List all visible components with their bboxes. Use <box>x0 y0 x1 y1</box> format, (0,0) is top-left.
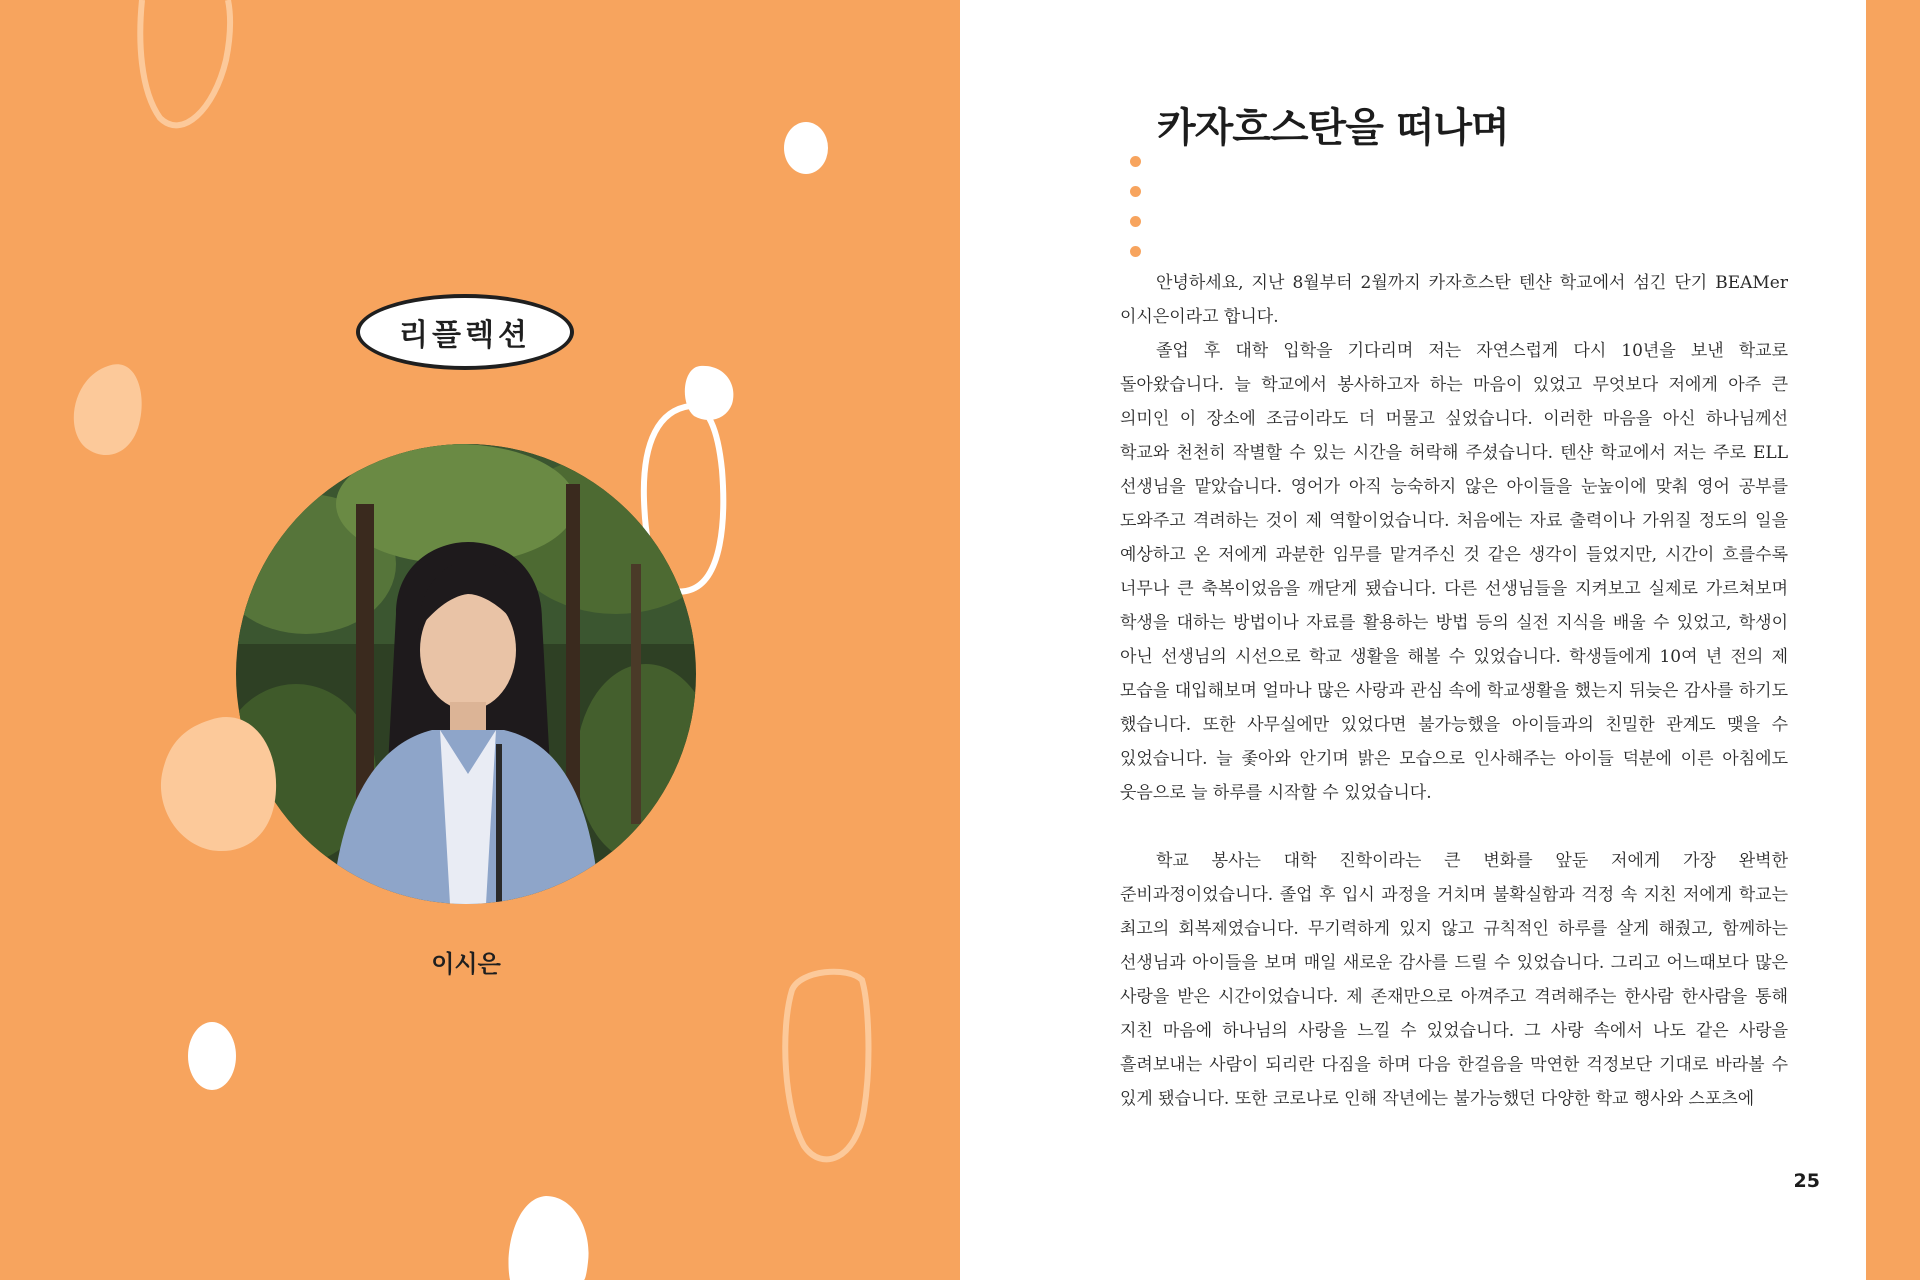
profile-photo <box>236 444 696 904</box>
white-oval-bottom-shape <box>188 1022 236 1090</box>
article-body <box>1120 266 1788 1116</box>
reflection-badge <box>356 294 574 370</box>
dot-icon <box>1130 246 1141 257</box>
white-blob-bottom-shape <box>509 1196 589 1280</box>
outline-loop-top-shape <box>140 0 230 125</box>
article-title: 카자흐스탄을 떠나며 <box>1157 105 1509 151</box>
paragraph-intro: 안녕하세요, 지난 8월부터 2월까지 카자흐스탄 텐샨 학교에서 섬긴 단기 BEAMer 이시은이라고 합니다. <box>1120 273 1788 327</box>
white-oval-top-shape <box>784 122 828 174</box>
paragraph-main: 졸업 후 대학 입학을 기다리며 저는 자연스럽게 다시 10년을 보낸 학교로 돌아왔습니다. 늘 학교에서 봉사하고자 하는 마음이 있었고 무엇보다 저에게 아주 큰 의미인 이 장소에 조금이라도 더 머물고 싶었습니다. 이러한 마음을 아신 하나님께선 학교와 천천히 작별할 수 있는 시간을 허락해 주셨습니다. 텐샨 학교에서 저는 주로 ELL 선생님을 맡았습니다. 영어가 아직 능숙하지 않은 아이들을 눈높이에 맞춰 영어 공부를 도와주고 격려하는 것이 제 역할이었습니다. 처음에는 자료 출력이나 가위질 정도의 일을 예상하고 온 저에게 과분한 임무를 맡겨주신 것 같은 생각이 들었지만, 시간이 흐를수록 너무나 큰 축복이었음을 깨닫게 됐습니다. 다른 선생님들을 지켜보고 실제로 가르쳐보며 학생을 대하는 방법이나 자료를 활용하는 방법 등의 실전 지식을 배울 수 있었고, 학생이 아닌 선생님의 시선으로 학교 생활을 해볼 수 있었습니다. 학생들에게 10여 년 전의 제 모습을 대입해보며 얼마나 많은 사랑과 관심 속에 학교생활을 했는지 뒤늦은 감사를 하기도 했습니다. 또한 사무실에만 있었다면 불가능했을 아이들과의 친밀한 관계도 맺을 수 있었습니다. 늘 좇아와 안기며 밝은 모습으로 인사해주는 아이들 덕분에 이른 아침에도 웃음으로 늘 하루를 시작할 수 있었습니다. <box>1120 341 1788 803</box>
white-blob-right-shape <box>685 366 734 420</box>
dot-icon <box>1130 156 1141 167</box>
dot-icon <box>1130 216 1141 227</box>
dot-icon <box>1130 186 1141 197</box>
light-blob-left-shape <box>74 364 142 455</box>
badge-label: 리플렉션 <box>399 318 531 353</box>
portrait-image <box>236 444 696 904</box>
outline-loop-bottom-shape <box>785 972 868 1160</box>
title-dots <box>1130 156 1144 266</box>
paragraph-second: 학교 봉사는 대학 진학이라는 큰 변화를 앞둔 저에게 가장 완벽한 준비과정이었습니다. 졸업 후 입시 과정을 거치며 불확실함과 걱정 속 지친 저에게 학교는 최고의 회복제였습니다. 무기력하게 있지 않고 규칙적인 하루를 살게 해줬고, 함께하는 선생님과 아이들을 보며 매일 새로운 감사를 드릴 수 있었습니다. 그리고 어느때보다 많은 사랑을 받은 시간이었습니다. 제 존재만으로 아껴주고 격려해주는 한사람 한사람을 통해 지친 마음에 하나님의 사랑을 느낄 수 있었습니다. 그 사랑 속에서 나도 같은 사랑을 흘려보내는 사람이 되리란 다짐을 하며 다음 한걸음을 막연한 걱정보단 기대로 바라볼 수 있게 됐습니다. 또한 코로나로 인해 작년에는 불가능했던 다양한 학교 행사와 스포츠에 <box>1120 851 1788 1109</box>
right-edge-strip <box>1866 0 1920 1280</box>
person-name: 이시은 <box>431 950 501 978</box>
page-number: 25 <box>1793 1170 1820 1192</box>
